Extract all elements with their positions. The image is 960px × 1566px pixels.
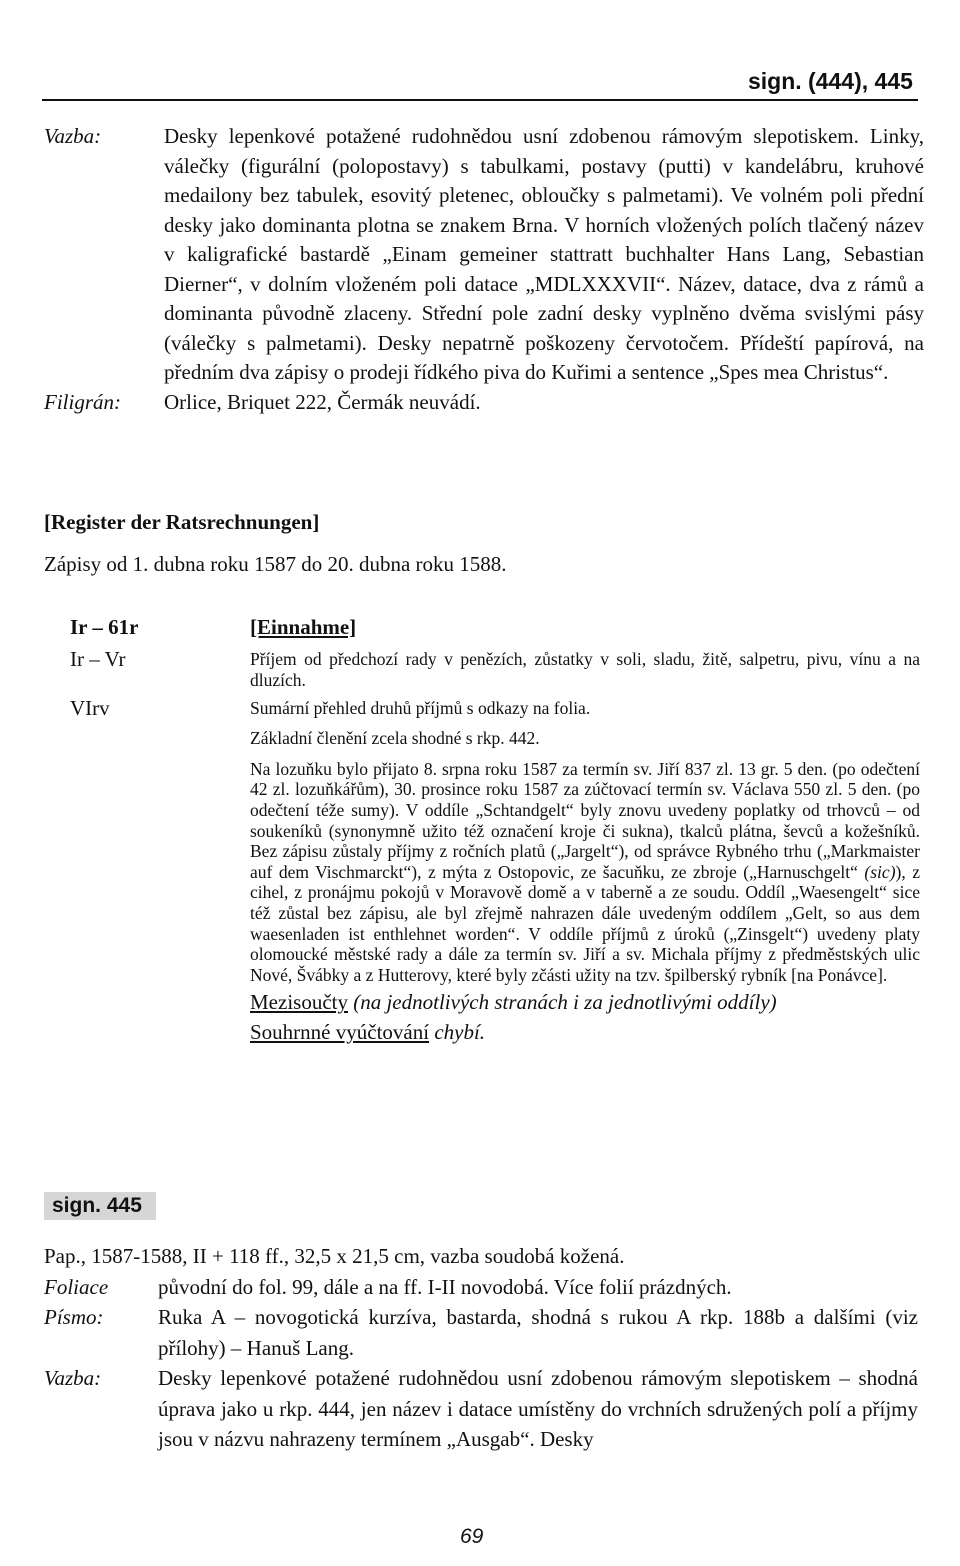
entry-sumarni [70,694,920,723]
folio-range: VIrv [70,696,110,721]
field-label: Foliace [44,1274,109,1299]
register-title: [Register der Ratsrechnungen] [44,510,320,534]
folio-range: Ir – 61r [70,615,139,639]
field-label: Filigrán: [44,389,121,414]
running-header: sign. (444), 445 [748,68,913,94]
field-label: Písmo: [44,1305,104,1329]
folio-range: Ir – Vr [70,647,126,671]
field-label: Vazba: [44,124,102,148]
summary-note: Souhrnné vyúčtování chybí. [250,1020,486,1045]
detail-paragraph: Na lozuňku bylo přijato 8. srpna roku 1587 za termín sv. Jiří 837 zl. 13 gr. 5 den. (po odečtení 42 zl. lozuňkářům), 30. prosince roku 1587 za zúčtovací termín sv. Václava 550 zl. 5 den. (po odečtení téže sumy). V oddíle „Schtandgelt“ byly znovu uvedeny poplatky od trhovců – od soukeníků (synonymně užito též označení kroje či sukna), tkalců plátna, ševců a kožešníků. Bez zápisu zůstaly příjmy z ročních platů („Jargelt“), od správce Rybného trhu („Markmaister auf dem Vischmarckt“), z mýta z Ostopovic, ze šacuňku, ze zbroje („Harnuschgelt“ (sic)), z cihel, z pronájmu pokojů v Moravově domě a v taberně a ze soudu. Oddíl „Waesengelt“ sice též zůstal bez zápisu, ale byl zřejmě nahrazen dále uvedeným oddílem „Gelt, so aus dem waesenladen ist enthlehnet worden“. V oddíle příjmů z úroků („Zinsgelt“) uvedeny platy olomoucké městské rady a dále za termín sv. Jiří a sv. Michala příjmy z předměstských ulic Nové, Švábky a z Hutterovy, které byly zčásti užity na tzv. špilberský rybník [na Ponávce]. [250,758,920,985]
field-text: Ruka A – novogotická kurzíva, bastarda, shodná s rukou A rkp. 188b a dalšími (viz přílohy) – Hanuš Lang. [158,1305,918,1360]
signature-badge: sign. 445 [44,1192,156,1220]
field-text: Desky lepenkové potažené rudohnědou usní zdobenou rámovým slepotiskem – shodná úprava jako u rkp. 444, jen název i datace umístěny do vrchních sdružených polí a příjmy jsou v názvu nahrazeny termínem „Ausgab“. Desky [158,1366,918,1451]
subtotals-note: Mezisoučty (na jednotlivých stranách i za jednotlivými oddíly) [250,990,777,1015]
field-vazba-445 [44,1363,918,1455]
register-entries [70,613,920,1047]
entry-prijem [70,645,920,690]
field-pismo [44,1302,918,1363]
register-subtitle: Zápisy od 1. dubna roku 1587 do 20. dubna roku 1588. [44,552,507,576]
entry-text: Sumární přehled druhů příjmů s odkazy na folia. [250,698,591,719]
field-label: Vazba: [44,1366,102,1390]
field-vazba [44,122,924,388]
field-foliace [44,1272,918,1303]
record-444-fields [44,122,924,417]
entry-text: Příjem od předchozí rady v penězích, zůstatky v soli, sladu, žitě, salpetru, pivu, vínu a na dluzích. [250,649,920,690]
page-number: 69 [460,1525,484,1548]
record-445-fields [44,1241,918,1455]
field-filigran [44,388,924,418]
field-text: původní do fol. 99, dále a na ff. I-II novodobá. Více folií prázdných. [158,1274,732,1299]
entry-detail [70,728,920,1047]
basic-division-note: Základní členění zcela shodné s rkp. 442. [250,728,540,749]
section-title: [Einnahme] [250,615,357,639]
field-text: Desky lepenkové potažené rudohnědou usní zdobenou rámovým slepotiskem. Linky, válečky (figurální (polopostavy) s tabulkami, postavy (putti) v kandelábru, kruhové medailony bez tabulek, esovitý pletenec, obloučky s palmetami). Ve volném poli přední desky jako dominanta plotna se znakem Brna. V horních vložených polích tlačený název v kaligrafické bastardě „Einam gemeiner stattratt buchhalter Hans Lang, Sebastian Dierner“, v dolním vloženém poli datace „MDLXXXVII“. Název, datace, dva z rámů a dominanta původně zlaceny. Střední pole zadní desky vyplněno dvěma svislými pásy (válečky s palmetami). Desky nepatrně poškozeny červotočem. Přídeští papírová, na předním dva zápisy o prodeji řídkého piva do Kuřimi a sentence „Spes mea Christus“. [164,124,924,384]
entry-einnahme [70,613,920,642]
physical-description: Pap., 1587-1588, II + 118 ff., 32,5 x 21,5 cm, vazba soudobá kožená. [44,1244,625,1268]
header-rule [42,99,918,101]
field-text: Orlice, Briquet 222, Čermák neuvádí. [164,389,481,414]
